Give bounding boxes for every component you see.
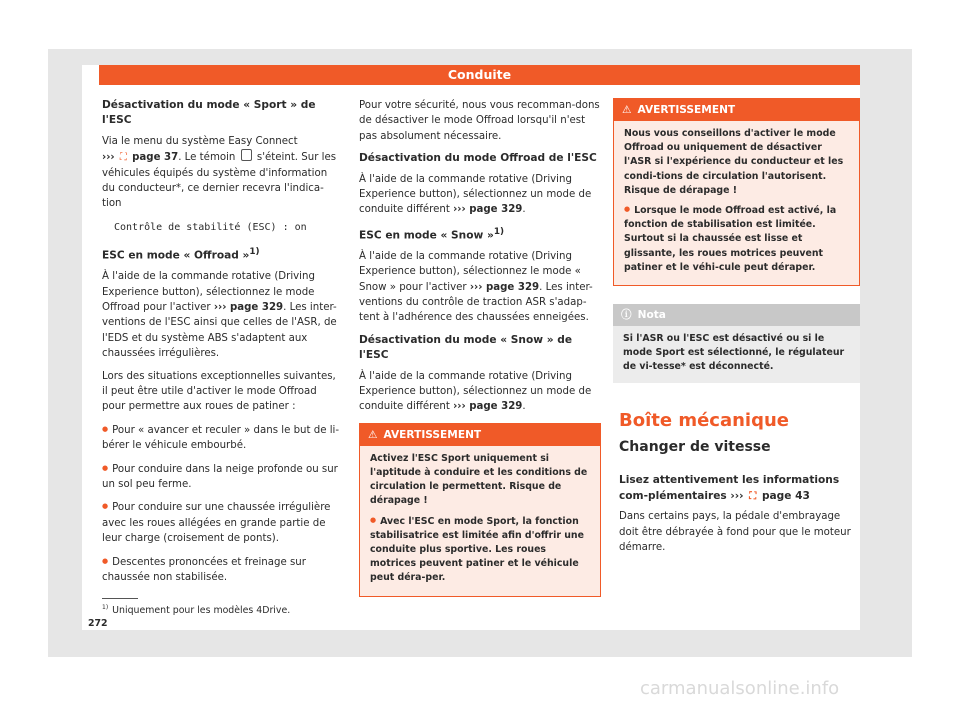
paragraph-safety: Pour votre sécurité, nous vous recomman-dons de désactiver le mode Offroad lorsqu'il n'est pas absolument nécessaire. [359,100,600,142]
page-link[interactable]: ››› page 329 [213,302,284,313]
ref-arrows: ››› [730,489,744,502]
section-title: Boîte mécanique [619,409,790,431]
heading-read-info [619,473,860,504]
page-link[interactable]: page 37 [132,152,179,164]
paragraph-snow-off [359,369,601,415]
text: À l'aide de la commande rotative (Driving Experience button), sélectionnez le mode Offroad pour l'activer [102,271,315,313]
warning-title: AVERTISSEMENT [383,428,482,441]
text: . Les inter-ventions de l'ESC ainsi que celles de l'ASR, de l'EDS et du système ABS s'adaptent aux chaussées irrégulières. [102,302,337,360]
text: . Les inter-ventions du contrôle de traction ASR s'adap-tent à l'adhérence des chaussées enneigées. [359,281,593,324]
esc-warning-icon [241,149,252,161]
page-header: Conduite [99,65,860,85]
info-icon: ⓘ [621,309,632,322]
text: . Le témoin [178,152,236,164]
footnote-mark: 1) [102,604,109,611]
footnote-mark: 1) [249,247,260,258]
column-1 [102,98,342,593]
warning-box [359,423,601,597]
warning-body [614,121,859,285]
list-item: ● Pour « avancer et reculer » dans le but de li-bérer le véhicule embourbé. [102,422,342,454]
warning-header [614,99,859,121]
ref-arrows: ››› [102,152,115,164]
warning-header [360,424,600,446]
paragraph-sport-off [102,134,342,212]
page-number: 272 [88,618,108,629]
warning-box [613,98,860,286]
car-book-icon: ⛶ [749,490,757,502]
heading-offroad-off: Désactivation du mode Offroad de l'ESC [359,152,597,165]
warning-body [360,446,600,596]
text: Via le menu du système Easy Connect [102,135,298,147]
paragraph-offroad-off [359,172,601,218]
car-book-icon: ⛶ [119,152,127,164]
page-link[interactable]: page 43 [761,489,810,502]
list-item: ● Pour conduire sur une chaussée irrégulière avec les roues allégées en grande partie de leur charge (croisement de ponts). [102,499,342,546]
column-3 [613,98,860,562]
page-link[interactable]: ››› page 329 [453,204,523,216]
footnote-divider [102,598,138,599]
note-header [613,304,860,326]
note-text: Si l'ASR ou l'ESC est désactivé ou si le mode Sport est sélectionné, le régulateur de vi-tesse* est déconnecté. [623,333,845,373]
footnote-mark: 1) [493,226,505,237]
heading-offroad [102,245,342,264]
text: À l'aide de la commande rotative (Driving Experience button), sélectionnez le mode « Snow » pour l'activer [359,250,581,293]
warning-item: ● Avec l'ESC en mode Sport, la fonction stabilisatrice est limitée afin d'offrir une conduite plus sportive. Les roues motrices peuvent patiner et le véhicule peut déra-per. [370,513,590,586]
subsection-title: Changer de vitesse [619,439,771,456]
text: Lisez attentivement les informations com-plémentaires [619,474,840,502]
heading-sport-off: Désactivation du mode « Sport » de l'ESC [102,99,316,127]
warning-item: ● Lorsque le mode Offroad est activé, la fonction de stabilisation est limitée. Surtout si la chaussée est lisse et glissante, les roues motrices peuvent patiner et le véhi-cule peut déraper. [624,202,849,275]
page-link[interactable]: ››› page 329 [469,281,540,293]
text: . [522,401,526,413]
heading-snow-off: Désactivation du mode « Snow » de l'ESC [359,333,573,362]
text: . [522,204,526,216]
text: À l'aide de la commande rotative (Driving Experience button), sélectionnez un mode de conduite différent [359,173,592,216]
note-title: Nota [637,309,666,322]
note-box [613,304,860,383]
display-message: Contrôle de stabilité (ESC) : on [114,221,307,233]
list-item: ● Pour conduire dans la neige profonde ou sur un sol peu ferme. [102,461,342,493]
paragraph-offroad [102,269,342,361]
warning-title: AVERTISSEMENT [637,104,736,116]
footnote-text: Uniquement pour les modèles 4Drive. [112,605,291,617]
watermark: carmanualsonline.info [640,678,840,699]
text: ESC en mode « Snow » [359,229,494,242]
list-item: ● Descentes prononcées et freinage sur chaussée non stabilisée. [102,554,342,586]
text: À l'aide de la commande rotative (Driving Experience button), sélectionnez un mode de conduite différent [359,370,592,413]
warning-text: Activez l'ESC Sport uniquement si l'aptitude à conduire et les conditions de circulation le permettent. Risque de dérapage ! [370,452,588,507]
warning-triangle-icon: ⚠ [368,428,378,441]
warning-triangle-icon: ⚠ [622,104,632,116]
page-link[interactable]: ››› page 329 [453,401,523,413]
paragraph-situations: Lors des situations exceptionnelles suivantes, il peut être utile d'activer le mode Offroad pour permettre aux roues de patiner : [102,370,336,413]
heading-snow [359,225,601,244]
column-2 [359,98,601,597]
text: ESC en mode « Offroad » [102,249,250,262]
paragraph-clutch: Dans certains pays, la pédale d'embrayage doit être débrayée à fond pour que le moteur démarre. [619,511,851,554]
paragraph-snow [359,249,601,326]
footnote [102,604,290,616]
text: s'éteint. Sur les véhicules équipés du système d'information du conducteur*, ce dernier recevra l'indica-tion [102,152,337,210]
warning-text: Nous vous conseillons d'activer le mode Offroad ou uniquement de désactiver l'ASR si l'expérience du conducteur et les condi-tions de circulation l'autorisent. Risque de dérapage ! [624,128,844,196]
